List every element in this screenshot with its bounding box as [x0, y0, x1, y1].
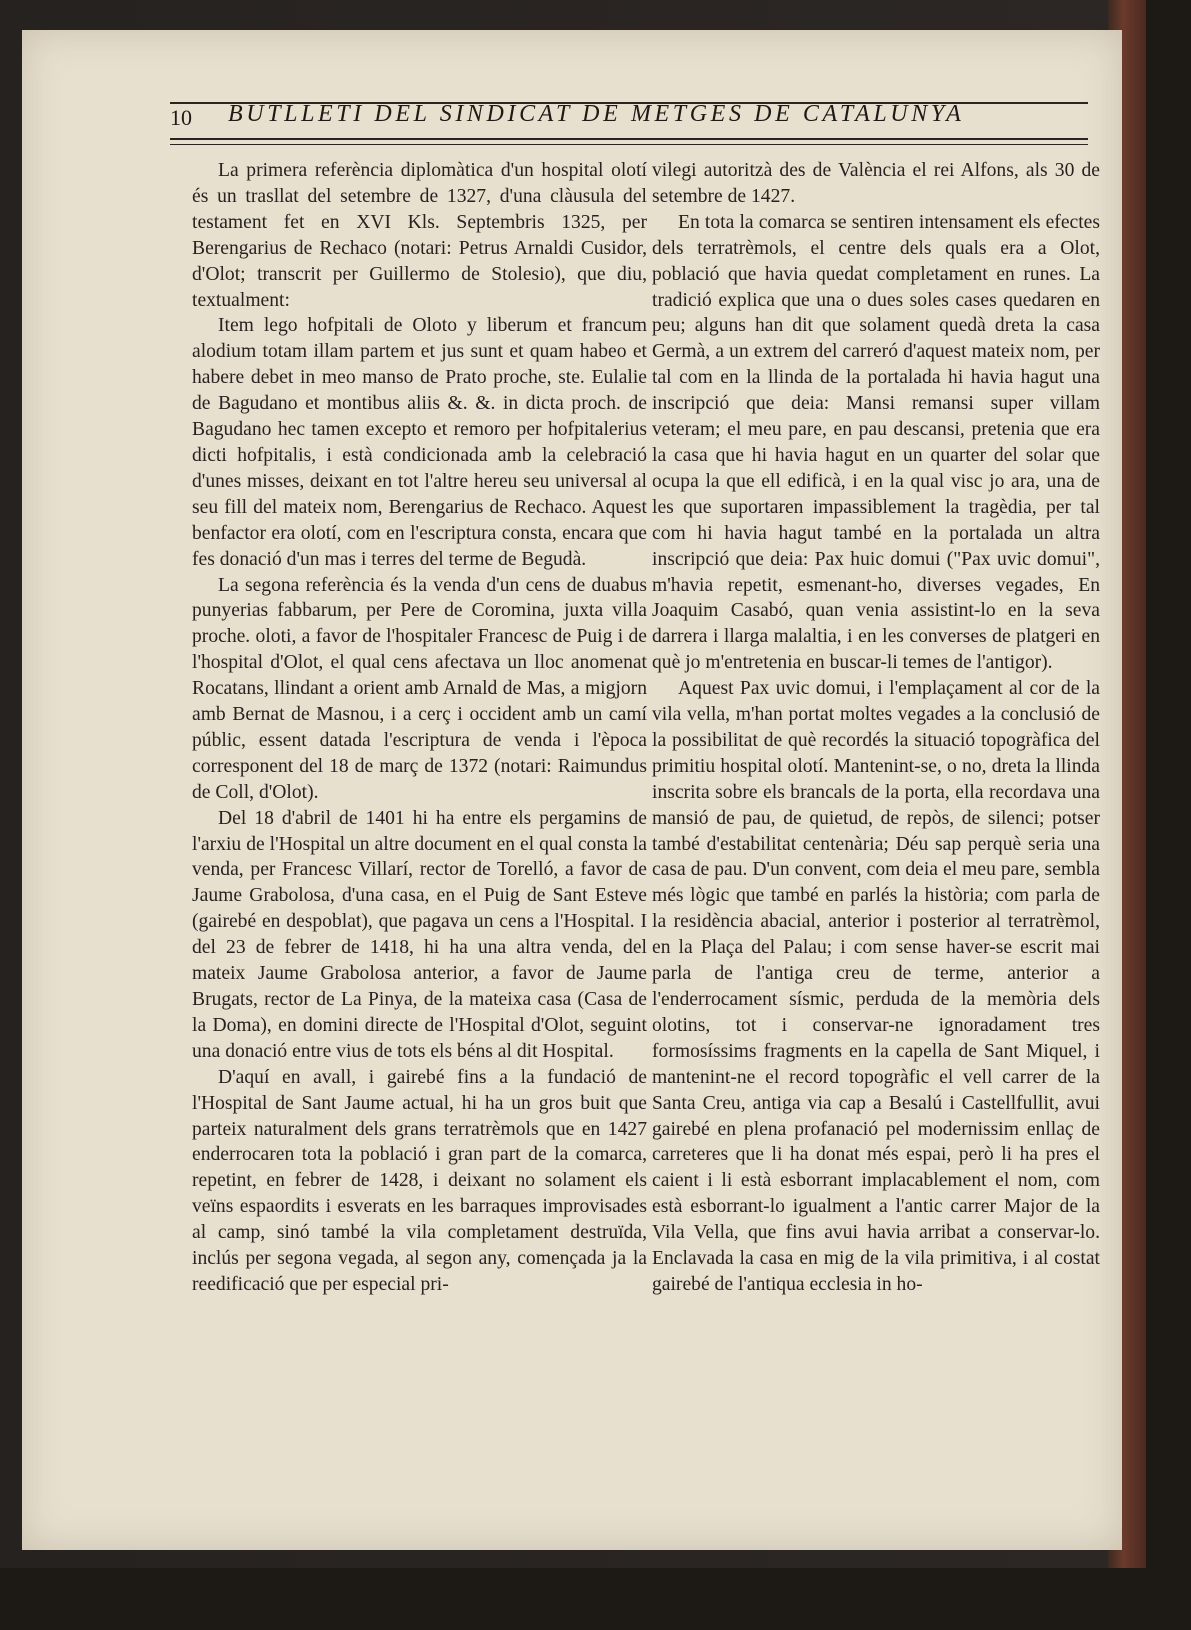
paragraph: En tota la comarca se sentiren intensament els efectes dels terratrèmols, el centre dels quals era a Olot, població que havia quedat completament en runes. La tradició explica que una o dues soles cases quedaren en peu; alguns han dit que solament quedà dreta la casa Germà, a un extrem del carreró d'aquest mateix nom, per tal com en la llinda de la portalada hi havia hagut una inscripció que deia: Mansi remansi super villam veteram; el meu pare, en pau descansi, pretenia que era la casa que hi havia hagut en un quarter del solar que ocupa la que ell edificà, i en la qual visc jo ara, una de les que suportaren impassiblement la tragèdia, per tal com hi havia hagut també en la portalada un altra inscripció que deia: Pax huic domui ("Pax uvic domui", m'havia repetit, esmenant-ho, diverses vegades, En Joaquim Casabó, quan venia assistint-lo en la seva darrera i llarga malaltia, i en les converses de platgeri en què jo m'entretenia en buscar-li temes de l'antigor).	[652, 211, 1100, 674]
page-number: 10	[170, 105, 192, 130]
paragraph: La segona referència és la venda d'un cens de duabus punyerias fabbarum, per Pere de Coromina, juxta villa proche. oloti, a favor de l'hospitaler Francesc de Puig i de l'hospital d'Olot, el qual cens afectava un lloc anomenat Rocatans, llindant a orient amb Arnald de Mas, a migjorn amb Bernat de Masnou, i a cerç i occident amb un camí públic, essent datada l'escriptura de venda i l'època corresponent del 18 de març de 1372 (notari: Raimundus de Coll, d'Olot).	[192, 574, 647, 803]
header-rule-bottom-thin	[170, 144, 1088, 145]
paragraph: Del 18 d'abril de 1401 hi ha entre els pergamins de l'arxiu de l'Hospital un altre document en el qual consta la venda, per Francesc Villarí, rector de Torelló, a favor de Jaume Grabolosa, d'una casa, en el Puig de Sant Esteve (gairebé en despoblat), que pagava un cens a l'Hospital. I del 23 de febrer de 1418, hi ha una altra venda, del mateix Jaume Grabolosa anterior, a favor de Jaume Brugats, rector de La Pinya, de la mateixa casa (Casa de la Doma), en domini directe de l'Hospital d'Olot, seguint una donació entre vius de tots els béns al dit Hospital.	[192, 807, 647, 1062]
page-header	[170, 88, 1088, 148]
paragraph: vilegi autoritzà des de València el rei Alfons, als 30 de setembre de 1427.	[652, 160, 1100, 207]
paragraph: D'aquí en avall, i gairebé fins a la fundació de l'Hospital de Sant Jaume actual, hi ha un gros buit que parteix naturalment dels grans terratrèmols que en 1427 enderrocaren tota la població i gran part de la comarca, repetint, en febrer de 1428, i deixant no solament els veïns espaordits i esverats en les barraques improvisades al camp, sinó també la vila completament destruïda, inclús per segona vegada, al segon any, començada ja la reedificació que per especial pri-	[192, 1066, 647, 1295]
paragraph: Aquest Pax uvic domui, i l'emplaçament al cor de la vila vella, m'han portat moltes vegades a la conclusió de la possibilitat de què recordés la situació topogràfica del primitiu hospital olotí. Mantenint-se, o no, dreta la llinda inscrita sobre els brancals de la porta, ella recordava una mansió de pau, de quietud, de repòs, de silenci; potser també d'estabilitat centenària; Déu sap perquè seria una casa de pau. D'un convent, com deia el meu pare, sembla més lògic que també en parlés la història; com parla de la residència abacial, anterior i posterior al terratrèmol, en la Plaça del Palau; i com sense haver-se escrit mai parla de l'antiga creu de terme, anterior a l'enderrocament sísmic, perduda de la memòria dels olotins, tot i conservar-ne ignoradament tres formosíssims fragments en la capella de Sant Miquel, i mantenint-ne el record topogràfic el vell carrer de la Santa Creu, antiga via cap a Besalú i Castellfullit, avui gairebé en plena profanació pel modernissim enllaç de carreteres que li ha donat més espai, però li ha pres el caient i li està esborrant implacablement el nom, com està esborrant-lo igualment a l'antic carrer Major de la Vila Vella, que fins avui havia arribat a conservar-lo. Enclavada la casa en mig de la vila primitiva, i al costat gairebé de l'antiqua ecclesia in ho-	[652, 678, 1100, 1295]
header-rule-bottom	[170, 138, 1088, 140]
right-column	[652, 158, 1100, 1298]
paragraph: Item lego hofpitali de Oloto y liberum et francum alodium totam illam partem et jus sunt et quam habeo et habere debet in meo manso de Prato proche, ste. Eulalie de Bagudano et montibus aliis &. &. in dicta proch. de Bagudano hec tamen excepto et remoro per hofpitalerius dicti hofpitalis, i està condicionada amb la celebració d'unes misses, deixant en tot l'altre hereu seu universal al seu fill del mateix nom, Berengarius de Rechaco. Aquest benfactor era olotí, com en l'escriptura consta, encara que fes donació d'un mas i terres del terme de Begudà.	[192, 315, 647, 570]
paragraph: La primera referència diplomàtica d'un hospital olotí és un trasllat del setembre de 1327, d'una clàusula del testament fet en XVI Kls. Septembris 1325, per Berengarius de Rechaco (notari: Petrus Arnaldi Cusidor, d'Olot; transcrit per Guillermo de Stolesio), que diu, textualment:	[192, 160, 647, 311]
left-column	[192, 158, 647, 1298]
running-title: BUTLLETI DEL SINDICAT DE METGES DE CATALUNYA	[228, 101, 965, 127]
